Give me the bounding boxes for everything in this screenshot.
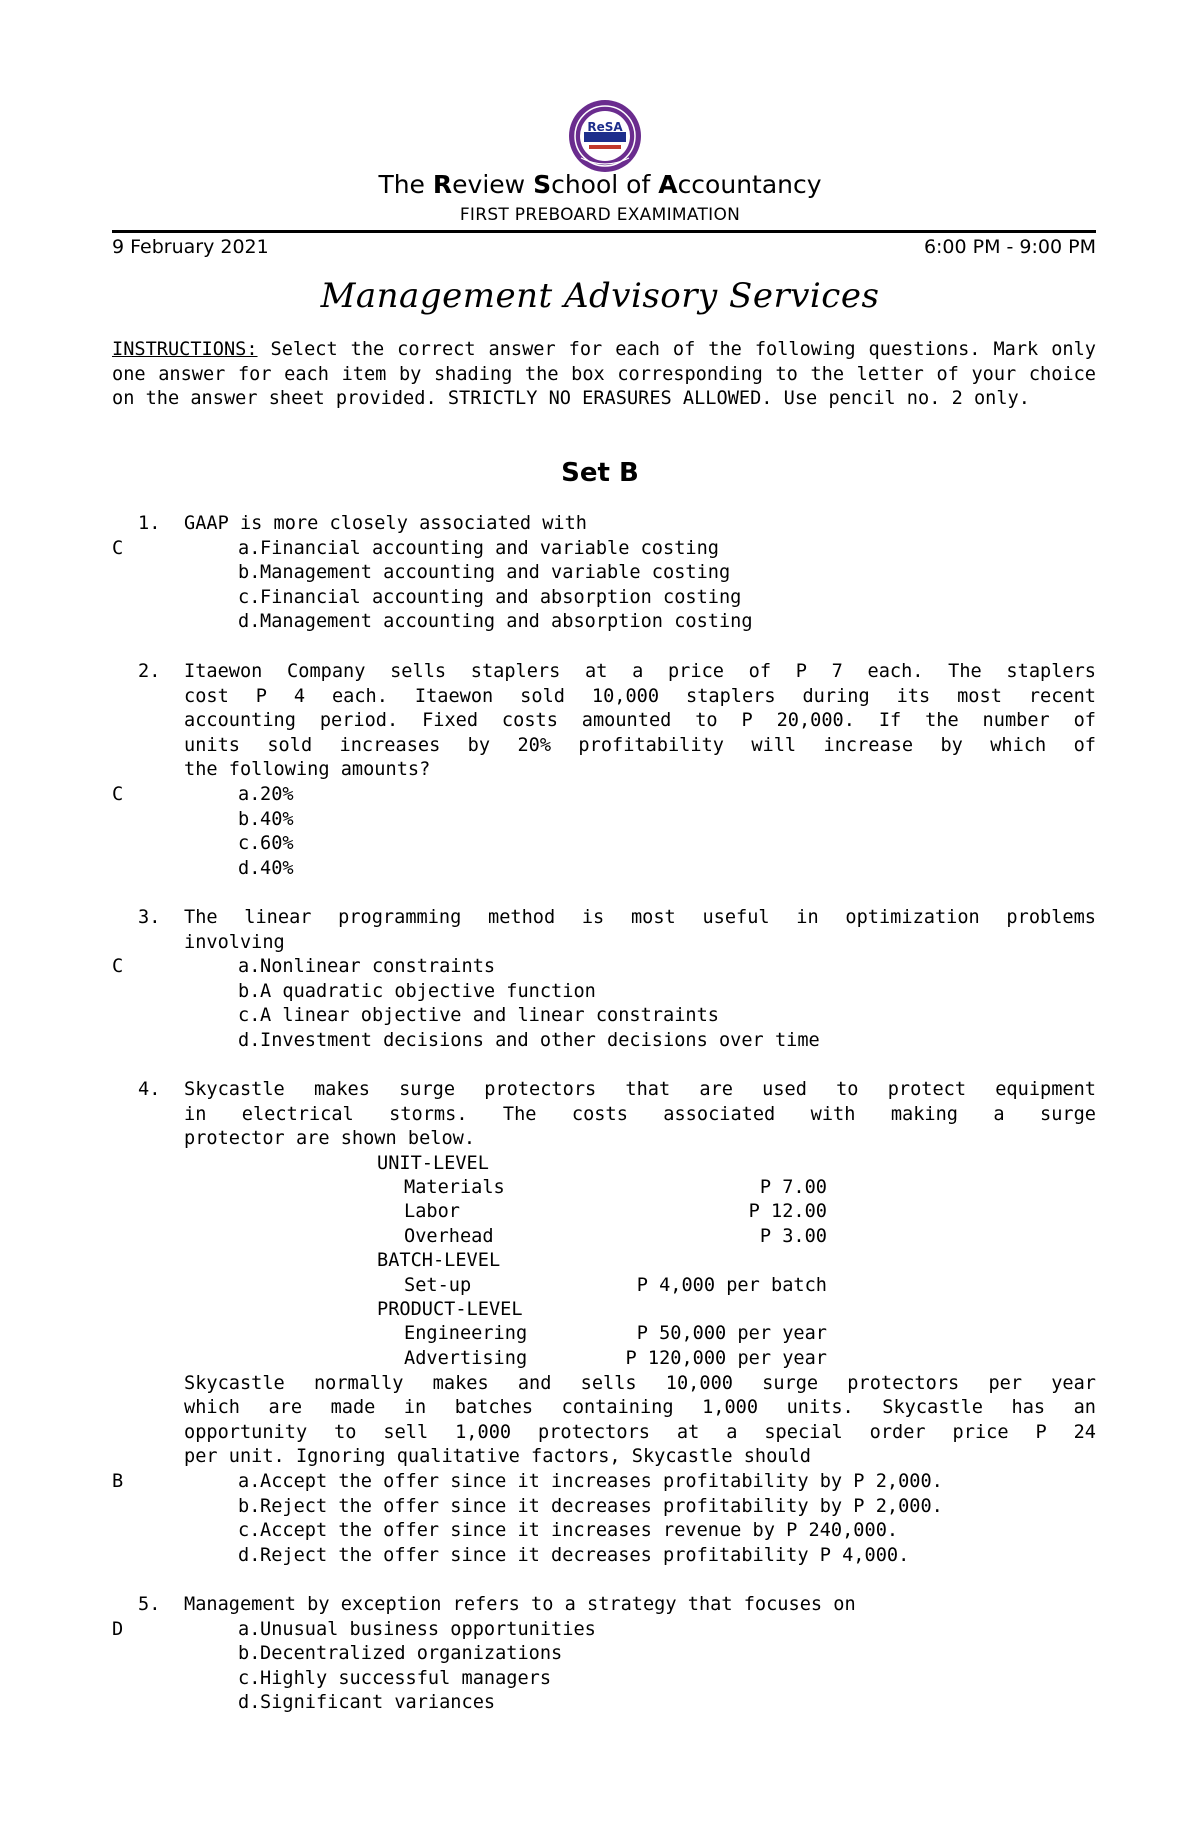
option-text: Reject the offer since it decreases profitability P 4,000. [260, 1544, 910, 1566]
question-text-line: the following amounts? [184, 759, 431, 781]
option-letter: b. [238, 1643, 261, 1665]
cost-item-value: P 12.00 [748, 1201, 827, 1223]
school-seal-logo [567, 98, 643, 174]
cost-item-label: Overhead [404, 1225, 494, 1247]
cost-item-label: Advertising [404, 1347, 528, 1369]
option-letter: d. [238, 611, 261, 633]
cost-item-value: P 3.00 [759, 1225, 827, 1247]
option-letter: a. [238, 956, 261, 978]
option-text: Investment decisions and other decisions over time [260, 1030, 820, 1051]
option-text: Management accounting and absorption costing [260, 611, 753, 633]
question-text-line: involving [184, 931, 285, 953]
option-text: 40% [260, 808, 294, 830]
option-letter: d. [238, 857, 261, 879]
option-letter: c. [238, 833, 261, 855]
option-letter: c. [238, 1005, 261, 1027]
question-text-line: cost P 4 each. Itaewon sold 10,000 staplers during its most recent [184, 685, 1096, 707]
question-text-line: per unit. Ignoring qualitative factors, Skycastle should [184, 1446, 811, 1468]
option-letter: a. [238, 1470, 261, 1492]
option-text: Decentralized organizations [260, 1643, 563, 1665]
option-text: A linear objective and linear constraints [260, 1005, 719, 1027]
option-text: Accept the offer since it increases profitability by P 2,000. [260, 1470, 943, 1492]
cost-item-value: P 7.00 [759, 1177, 827, 1198]
header-divider [112, 230, 1096, 233]
option-text: Accept the offer since it increases revenue by P 240,000. [260, 1520, 899, 1542]
question-text-line: units sold increases by 20% profitability will increase by which of [184, 734, 1096, 756]
option-letter: c. [238, 1520, 261, 1542]
option-letter: c. [238, 1667, 261, 1689]
question-text-line: accounting period. Fixed costs amounted to P 20,000. If the number of [184, 710, 1096, 732]
answer-key: C [112, 537, 124, 559]
answer-key: B [112, 1470, 124, 1492]
answer-key: C [112, 956, 124, 978]
cost-item-label: Engineering [404, 1323, 528, 1345]
logo-text: ReSA [587, 120, 623, 134]
question-number: 4. [138, 1079, 161, 1100]
option-letter: a. [238, 784, 261, 805]
cost-table-heading: BATCH-LEVEL [377, 1250, 501, 1272]
option-text: Significant variances [260, 1692, 496, 1714]
subject-title: Management Advisory Services [320, 276, 880, 316]
option-text: 40% [260, 857, 294, 879]
question-text-line: Skycastle makes surge protectors that are used to protect equipment [184, 1079, 1096, 1100]
cost-table-heading: UNIT-LEVEL [377, 1152, 489, 1174]
option-letter: a. [238, 537, 261, 559]
exam-date: 9 February 2021 [112, 236, 269, 258]
option-letter: c. [238, 586, 261, 608]
question-number: 3. [138, 907, 161, 928]
exam-time: 6:00 PM - 9:00 PM [923, 236, 1096, 258]
option-letter: d. [238, 1692, 261, 1714]
option-text: Management accounting and variable costing [260, 562, 731, 584]
option-text: Reject the offer since it decreases profitability by P 2,000. [260, 1495, 943, 1517]
option-text: 60% [260, 833, 294, 855]
question-text-line: in electrical storms. The costs associated with making a surge [184, 1103, 1096, 1125]
school-name: The Review School of Accountancy [378, 170, 822, 199]
cost-item-label: Materials [404, 1177, 505, 1198]
instructions-text: Select the correct answer for each of the following questions. Mark only one answer for each item by shading the box corresponding to the letter of your choice on the answer sheet provided. STRICTLY NO ERASURES ALLOWED. Use pencil no. 2 only. [112, 339, 1096, 410]
option-letter: b. [238, 808, 261, 830]
cost-item-value: P 120,000 per year [625, 1347, 827, 1369]
answer-key: D [112, 1618, 124, 1640]
option-letter: b. [238, 562, 261, 584]
option-text: Financial accounting and variable costing [260, 537, 719, 559]
option-letter: b. [238, 1495, 261, 1517]
exam-title: FIRST PREBOARD EXAMIMATION [459, 205, 741, 225]
question-text-line: which are made in batches containing 1,000 units. Skycastle has an [184, 1397, 1096, 1419]
option-text: Highly successful managers [260, 1667, 552, 1689]
set-label: Set B [561, 458, 639, 488]
answer-key: C [112, 784, 124, 805]
cost-table-heading: PRODUCT-LEVEL [377, 1299, 523, 1320]
question-number: 1. [138, 513, 161, 534]
option-letter: b. [238, 980, 261, 1002]
question-text-line: The linear programming method is most useful in optimization problems [184, 907, 1096, 928]
instructions-label: INSTRUCTIONS: [112, 339, 258, 360]
cost-item-value: P 4,000 per batch [636, 1274, 827, 1296]
question-number: 5. [138, 1594, 161, 1615]
option-text: Unusual business opportunities [260, 1618, 596, 1640]
cost-item-label: Set-up [404, 1274, 472, 1296]
option-text: Nonlinear constraints [260, 956, 496, 978]
question-text-line: Itaewon Company sells staplers at a price of P 7 each. The staplers [184, 661, 1096, 682]
option-letter: d. [238, 1030, 261, 1051]
question-text-line: Management by exception refers to a strategy that focuses on [184, 1594, 856, 1615]
instructions [112, 338, 1096, 412]
question-text-line: Skycastle normally makes and sells 10,000 surge protectors per year [184, 1372, 1096, 1394]
question-text-line: protector are shown below. [184, 1128, 476, 1150]
question-number: 2. [138, 661, 161, 682]
option-letter: d. [238, 1544, 261, 1566]
question-text-line: opportunity to sell 1,000 protectors at a special order price P 24 [184, 1421, 1096, 1443]
option-text: A quadratic objective function [260, 980, 596, 1002]
cost-item-value: P 50,000 per year [636, 1323, 827, 1345]
option-letter: a. [238, 1618, 261, 1640]
cost-item-label: Labor [404, 1201, 460, 1223]
option-text: Financial accounting and absorption costing [260, 586, 742, 608]
question-text-line: GAAP is more closely associated with [184, 513, 587, 534]
option-text: 20% [260, 784, 294, 805]
